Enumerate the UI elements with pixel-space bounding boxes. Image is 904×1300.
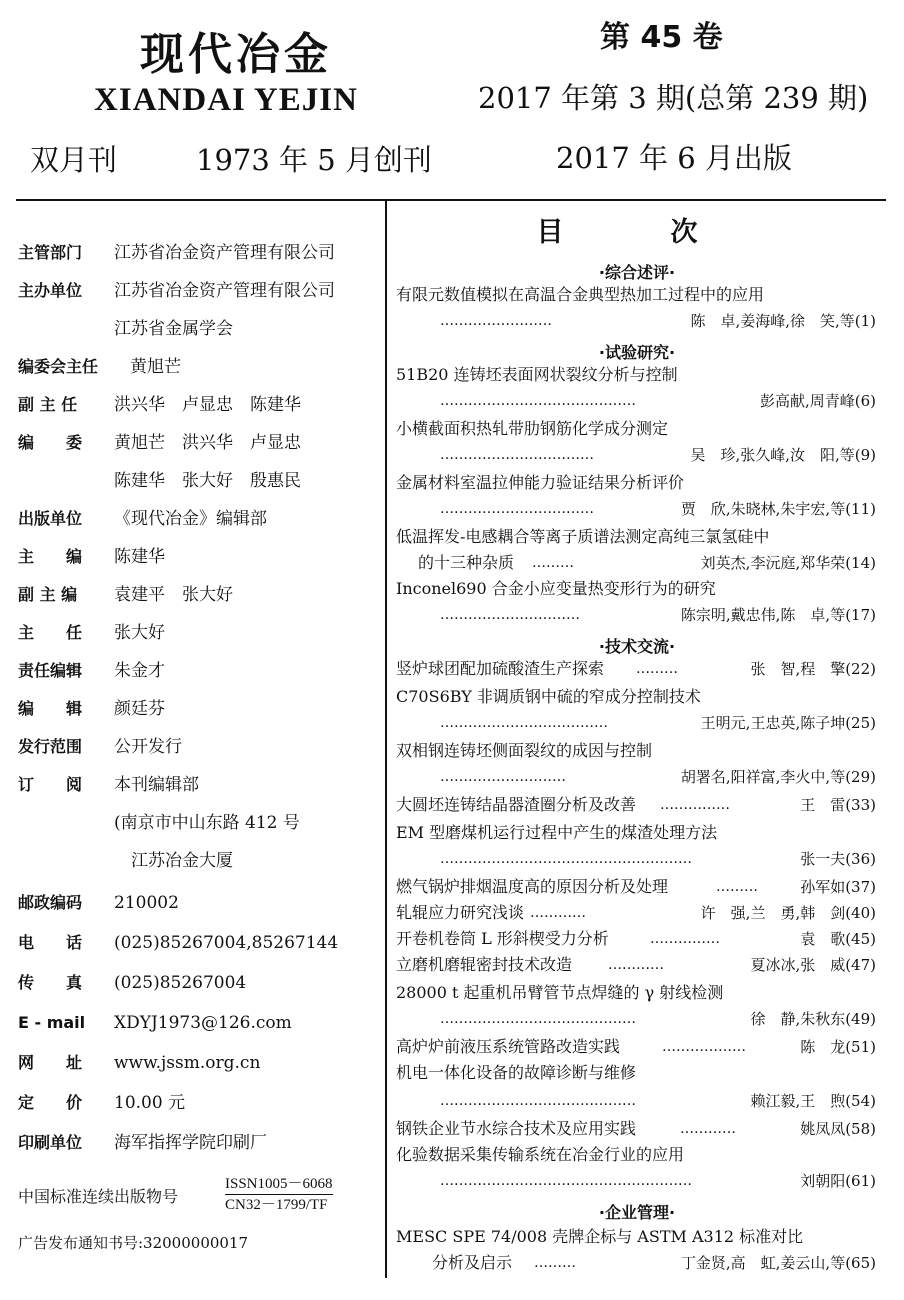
info-value: 《现代冶金》编辑部 — [114, 509, 267, 529]
toc-entry-title[interactable]: 机电一体化设备的故障诊断与维修 — [396, 1063, 637, 1082]
toc-entry-title[interactable]: 大圆坯连铸结晶器渣圈分析及改善 — [396, 795, 637, 814]
info-label: 定 价 — [18, 1093, 83, 1112]
leader-dots: …………… — [650, 931, 720, 947]
journal-title-cn: 现代冶金 — [140, 29, 332, 80]
info-label: 编 辑 — [18, 699, 83, 718]
leader-dots: ……………………………………………… — [440, 1173, 692, 1189]
info-label: E - mail — [18, 1013, 86, 1032]
founded-date: 1973 年 5 月创刊 — [196, 143, 432, 177]
info-label: 传 真 — [18, 973, 83, 992]
info-value: 江苏省金属学会 — [114, 319, 233, 339]
column-divider — [385, 200, 387, 1278]
info-value: 黄旭芒 — [130, 357, 181, 377]
info-label: 印刷单位 — [18, 1133, 83, 1152]
info-label: 网 址 — [18, 1053, 83, 1072]
info-value: 江苏省冶金资产管理有限公司 — [114, 243, 335, 263]
leader-dots: ………… — [680, 1121, 736, 1137]
toc-entry-authors: 陈 龙(51) — [800, 1038, 876, 1056]
toc-entry-title[interactable]: 钢铁企业节水综合技术及应用实践 — [396, 1119, 637, 1138]
toc-entry-title[interactable]: 燃气锅炉排烟温度高的原因分析及处理 — [396, 877, 669, 896]
info-label: 编 委 — [18, 433, 83, 452]
toc-entry-title[interactable]: 开卷机卷筒 L 形斜楔受力分析 — [396, 929, 609, 948]
info-value: 210002 — [114, 893, 179, 913]
toc-entry-title[interactable]: Inconel690 合金小应变量热变形行为的研究 — [396, 579, 716, 598]
info-value: 公开发行 — [114, 737, 182, 757]
toc-entry-authors: 刘英杰,李沅庭,郑华荣(14) — [700, 554, 876, 572]
leader-dots: …………………………………… — [440, 393, 636, 409]
journal-title-en: XIANDAI YEJIN — [94, 82, 358, 118]
toc-section-heading: ·技术交流· — [598, 637, 676, 656]
info-label: 主办单位 — [18, 281, 83, 300]
leader-dots: …………………………… — [440, 501, 594, 517]
toc-entry-authors: 王 雷(33) — [800, 796, 876, 814]
info-label: 主管部门 — [18, 243, 83, 262]
info-value: (025)85267004 — [114, 973, 247, 993]
toc-entry-title[interactable]: 小横截面积热轧带肋钢筋化学成分测定 — [396, 419, 669, 438]
info-label: 副 主 任 — [18, 395, 78, 414]
leader-dots: ………… — [530, 905, 586, 921]
info-value: 朱金才 — [114, 661, 165, 681]
info-value: 颜廷芬 — [114, 699, 165, 719]
issn-label: 中国标准连续出版物号 — [18, 1187, 179, 1206]
ad-license-notice: 广告发布通知书号:32000000017 — [18, 1234, 249, 1252]
info-label: 责任编辑 — [18, 661, 83, 680]
volume-number: 第 45 卷 — [600, 20, 723, 55]
issn-block — [18, 1172, 378, 1222]
leader-dots: …………………………… — [440, 447, 594, 463]
toc-entry-title[interactable]: 立磨机磨辊密封技术改造 — [396, 955, 573, 974]
leader-dots: …………………… — [440, 313, 552, 329]
info-label: 邮政编码 — [18, 893, 83, 912]
leader-dots: …………………………………… — [440, 1093, 636, 1109]
toc-entry-authors: 孙军如(37) — [800, 878, 876, 896]
issue-number: 2017 年第 3 期(总第 239 期) — [478, 81, 869, 115]
publication-date: 2017 年 6 月出版 — [556, 141, 792, 175]
toc-entry-authors: 许 强,兰 勇,韩 剑(40) — [700, 904, 876, 922]
leader-dots: ………… — [608, 957, 664, 973]
info-value: 袁建平 张大好 — [114, 585, 233, 605]
leader-dots: ……… — [532, 555, 574, 571]
toc-entry-authors: 刘朝阳(61) — [800, 1172, 876, 1190]
header-divider — [16, 199, 886, 201]
toc-entry-authors: 夏冰冰,张 威(47) — [750, 956, 876, 974]
info-value: 陈建华 张大好 殷惠民 — [114, 471, 301, 491]
leader-dots: ……… — [534, 1255, 576, 1271]
leader-dots: ……………………………… — [440, 715, 608, 731]
info-label: 主 任 — [18, 623, 83, 642]
toc-entry-title[interactable]: 有限元数值模拟在高温合金典型热加工过程中的应用 — [396, 285, 765, 304]
leader-dots: ……… — [716, 879, 758, 895]
info-value: 洪兴华 卢显忠 陈建华 — [114, 395, 301, 415]
journal-header — [0, 0, 904, 200]
toc-entry-authors: 袁 歌(45) — [800, 930, 876, 948]
toc-entry-title[interactable]: 低温挥发-电感耦合等离子质谱法测定高纯三氯氢硅中 — [396, 527, 770, 546]
info-label: 副 主 编 — [18, 585, 78, 604]
info-value: 10.00 元 — [114, 1093, 186, 1113]
toc-entry-authors: 贾 欣,朱晓林,朱宇宏,等(11) — [680, 500, 876, 518]
info-label: 出版单位 — [18, 509, 83, 528]
toc-entry-authors: 陈宗明,戴忠伟,陈 卓,等(17) — [680, 606, 876, 624]
toc-entry-authors: 姚凤凤(58) — [800, 1120, 876, 1138]
info-value: (025)85267004,85267144 — [114, 933, 339, 953]
info-value: 陈建华 — [114, 547, 165, 567]
leader-dots: ……………………………………………… — [440, 851, 692, 867]
info-value: 张大好 — [114, 623, 165, 643]
toc-entry-title[interactable]: 竖炉球团配加硫酸渣生产探索 — [396, 659, 605, 678]
info-value: 黄旭芒 洪兴华 卢显忠 — [114, 433, 301, 453]
leader-dots: ………………………… — [440, 607, 580, 623]
toc-entry-authors: 赖江毅,王 煦(54) — [750, 1092, 876, 1110]
toc-entry-authors: 张 智,程 擎(22) — [750, 660, 876, 678]
info-value: XDYJ1973@126.com — [114, 1013, 292, 1033]
toc-entry-title-continued[interactable]: 分析及启示 — [432, 1253, 513, 1272]
toc-section-heading: ·企业管理· — [598, 1203, 676, 1222]
info-label: 编委会主任 — [18, 357, 99, 376]
info-value: (南京市中山东路 412 号 — [114, 813, 300, 833]
issn-number: ISSN1005－6068 — [225, 1172, 333, 1195]
leader-dots: ……………… — [662, 1039, 746, 1055]
toc-section-heading: ·综合述评· — [598, 263, 676, 282]
toc-entry-authors: 陈 卓,姜海峰,徐 笑,等(1) — [690, 312, 876, 330]
toc-entry-title[interactable]: 金属材料室温拉伸能力验证结果分析评价 — [396, 473, 685, 492]
leader-dots: …………………………………… — [440, 1011, 636, 1027]
toc-entry-authors: 张一夫(36) — [800, 850, 876, 868]
toc-entry-authors: 彭高献,周青峰(6) — [759, 392, 876, 410]
toc-entry-title[interactable]: EM 型磨煤机运行过程中产生的煤渣处理方法 — [396, 823, 718, 842]
toc-entry-title[interactable]: 高炉炉前液压系统管路改造实践 — [396, 1037, 621, 1056]
toc-entry-authors: 徐 静,朱秋东(49) — [750, 1010, 876, 1028]
info-value: 海军指挥学院印刷厂 — [114, 1133, 267, 1153]
toc-entry-title[interactable]: 51B20 连铸坯表面网状裂纹分析与控制 — [396, 365, 678, 384]
info-value: 江苏省冶金资产管理有限公司 — [114, 281, 335, 301]
toc-title: 目 次 — [536, 217, 738, 248]
toc-section-heading: ·试验研究· — [598, 343, 676, 362]
leader-dots: ……………………… — [440, 769, 566, 785]
info-label: 主 编 — [18, 547, 83, 566]
toc-entry-authors: 胡署名,阳祥富,李火中,等(29) — [680, 768, 876, 786]
toc-entry-title[interactable]: C70S6BY 非调质钢中硫的窄成分控制技术 — [396, 687, 701, 706]
toc-entry-title[interactable]: MESC SPE 74/008 壳牌企标与 ASTM A312 标准对比 — [396, 1227, 804, 1246]
leader-dots: …………… — [660, 797, 730, 813]
toc-entry-title[interactable]: 28000 t 起重机吊臂管节点焊缝的 γ 射线检测 — [396, 983, 724, 1002]
info-label: 电 话 — [18, 933, 83, 952]
frequency: 双月刊 — [30, 143, 118, 177]
toc-entry-title-continued[interactable]: 的十三种杂质 — [418, 553, 515, 572]
toc-entry-authors: 王明元,王忠英,陈子坤(25) — [700, 714, 876, 732]
leader-dots: ……… — [636, 661, 678, 677]
info-value: www.jssm.org.cn — [114, 1053, 261, 1073]
info-label: 订 阅 — [18, 775, 83, 794]
toc-entry-title[interactable]: 轧辊应力研究浅谈 — [396, 903, 525, 922]
info-value: 本刊编辑部 — [114, 775, 199, 795]
cn-number: CN32－1799/TF — [225, 1197, 328, 1213]
info-label: 发行范围 — [18, 737, 83, 756]
toc-entry-authors: 吴 珍,张久峰,汝 阳,等(9) — [690, 446, 876, 464]
toc-entry-authors: 丁金贤,高 虹,姜云山,等(65) — [680, 1254, 876, 1272]
toc-entry-title[interactable]: 化验数据采集传输系统在冶金行业的应用 — [396, 1145, 685, 1164]
info-value: 江苏冶金大厦 — [114, 851, 233, 871]
toc-entry-title[interactable]: 双相钢连铸坯侧面裂纹的成因与控制 — [396, 741, 653, 760]
